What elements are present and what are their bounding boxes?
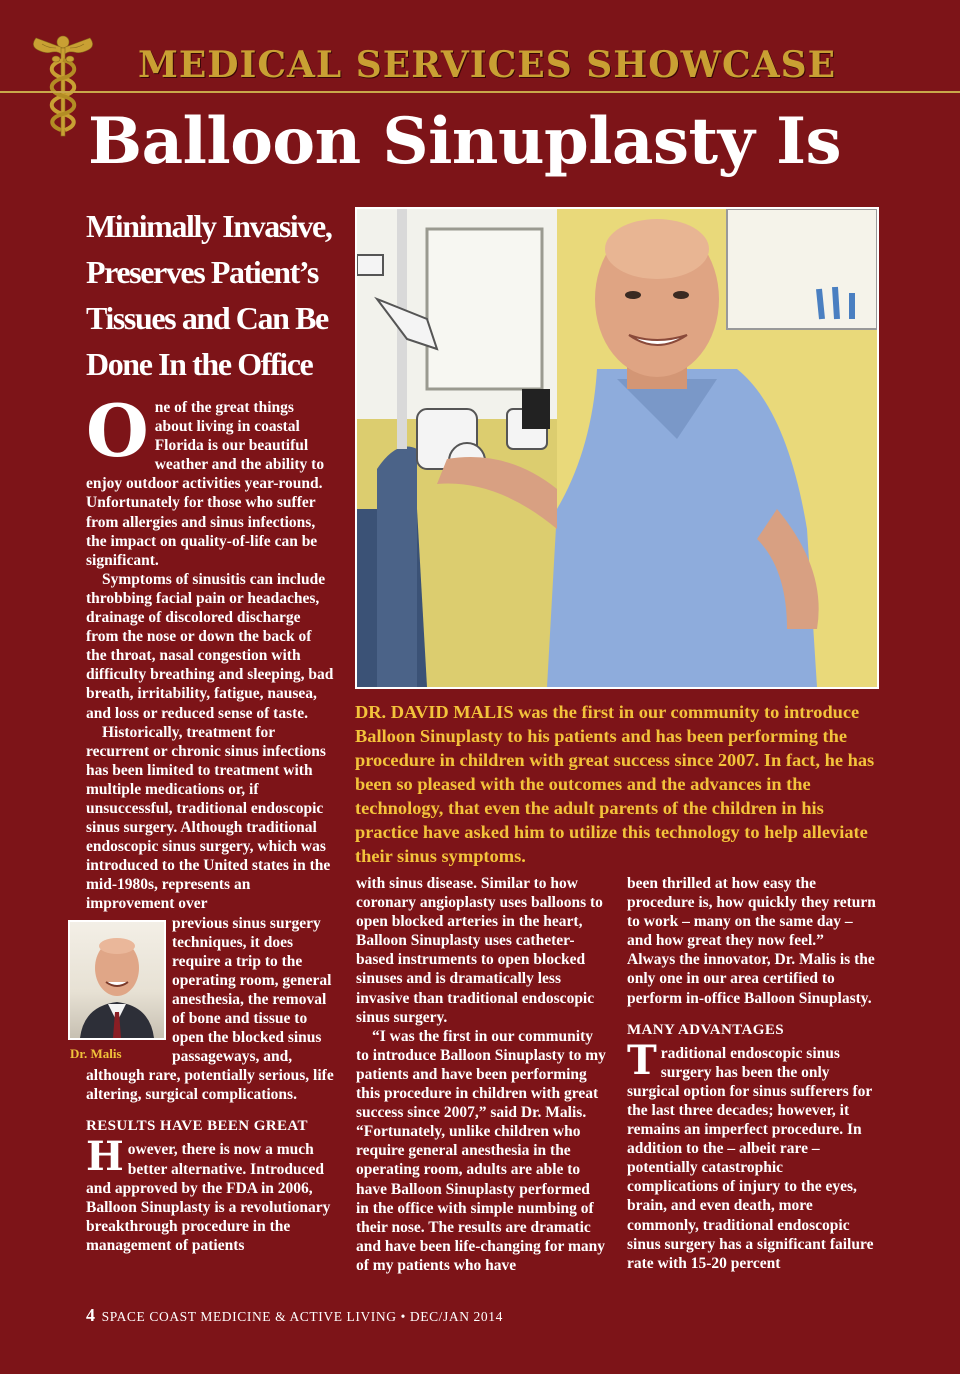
section-heading: RESULTS HAVE BEEN GREAT [86,1118,308,1135]
section-heading: MANY ADVANTAGES [627,1021,784,1038]
inset-portrait [68,914,172,1063]
doctor-photo [355,207,879,689]
inset-caption: Dr. Malis [70,1045,122,1061]
headline: Balloon Sinuplasty Is [88,104,842,179]
drop-cap: T [627,1036,657,1084]
paragraph: with sinus disease. Similar to how coronary angioplasty uses balloons to open blocked arteries in the heart, Balloon Sinuplasty uses catheter-based instruments to open blocked sinuses and is dramatically less invasive than traditional endoscopic sinus surgery. [356,875,603,1026]
section-title: MEDICAL SERVICES SHOWCASE [138,44,837,86]
paragraph: One of the great things about living in coastal Florida is our beautiful weather and the ability to enjoy outdoor activities year-round. Unfortunately for those who suffer from allergies and sinus infections, the impact on quality-of-life can be significant. [86,388,325,569]
article-column-3 [627,874,877,1273]
paragraph: Always the innovator, Dr. Malis is the only one in our area certified to perform in-office Balloon Sinuplasty. [627,951,875,1007]
drop-cap: H [86,1133,124,1181]
paragraph: Historically, treatment for recurrent or chronic sinus infections has been limited to treatment with multiple medications or, if unsuccessful, traditional endoscopic sinus surgery. Although traditional endoscopic sinus surgery, which was introduced to the United states in the mid-1980s, represents an improvement over [86,723,331,913]
page-footer [86,1305,503,1326]
article-column-2 [356,874,606,1275]
paragraph: However, there is now a much better alternative. Introduced and approved by the FDA in 2006, Balloon Sinuplasty is a revolutionary breakthrough procedure in the management of patients [86,1133,331,1254]
portrait-photo [68,920,166,1040]
photo-caption: DR. DAVID MALIS was the first in our community to introduce Balloon Sinuplasty to his patients and has been performing the procedure in children with great success since 2007. In fact, he has been so pleased with the outcomes and the advances in the technology, that even the adult parents of the children in his practice have asked him to utilize this technology to help alleviate their sinus symptoms. [355,702,875,866]
paragraph: Traditional endoscopic sinus surgery has been the only surgical option for sinus sufferers for the last three decades; however, it remains an imperfect procedure. In addition to the – albeit rare – potentially catastrophic complications of injury to the eyes, brain, and even death, more commonly, traditional endoscopic sinus surgery has a significant failure rate with 15-20 percent [627,1036,874,1272]
drop-cap: O [86,388,149,473]
article-column-1 [70,388,334,1255]
page-number: 4 [86,1305,96,1325]
header-rule [0,91,960,93]
paragraph: Symptoms of sinusitis can include throbbing facial pain or headaches, drainage of discolored discharge from the nose or down the back of the throat, nasal congestion with difficulty breathing and sleeping, bad breath, irritability, fatigue, nausea, and loss or reduced sense of taste. [86,570,334,722]
paragraph: been thrilled at how easy the procedure is, how quickly they return to work – many on the same day – and how great they now feel.” [627,875,876,950]
paragraph: “I was the first in our community to introduce Balloon Sinuplasty to my patients and have been performing this procedure in children with great success since 2007,” said Dr. Malis. “Fortunately, unlike children who require general anesthesia in the operating room, adults are able to have Balloon Sinuplasty performed in the office with simple numbing of their nose. The results are dramatic and have been life-changing for many of my patients who have [356,1027,606,1274]
subhead: Minimally Invasive, Preserves Patient’s Tissues and Can Be Done In the Office [86,208,332,382]
publication-name: SPACE COAST MEDICINE & ACTIVE LIVING • DEC/JAN 2014 [101,1309,503,1324]
paragraph: previous sinus surgery techniques, it does require a trip to the operating room, general anesthesia, the removal of bone and tissue to open the blocked sinus passageways, and, although rare, potentially serious, life altering, surgical complications. [86,914,334,1104]
